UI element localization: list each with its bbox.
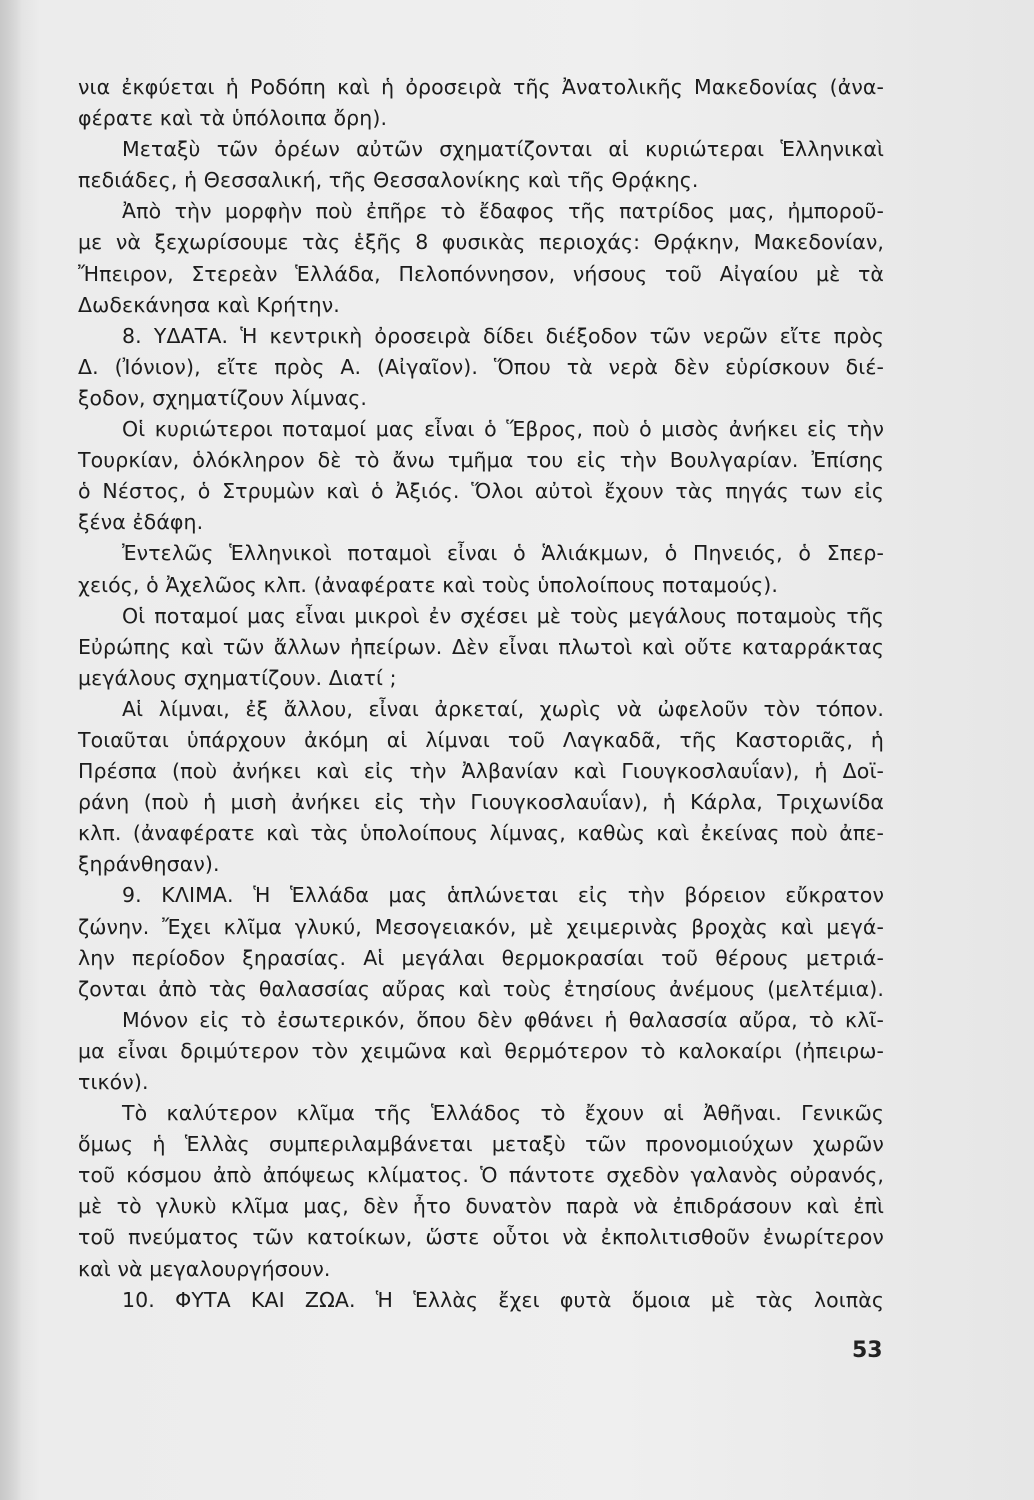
text-line: κλπ. (ἀναφέρατε καὶ τὰς ὑπολοίπους λίμνας, καθὼς καὶ ἐκείνας ποὺ ἀπε-: [78, 821, 884, 846]
text-line: λην περίοδον ξηρασίας. Αἱ μεγάλαι θερμοκρασίαι τοῦ θέρους μετριά-: [78, 945, 884, 970]
text-line: Ἀπὸ τὴν μορφὴν ποὺ ἐπῆρε τὸ ἔδαφος τῆς πατρίδος μας, ἠμποροῦ-: [122, 199, 884, 224]
text-line: Τὸ καλύτερον κλῖμα τῆς Ἑλλάδος τὸ ἔχουν αἱ Ἀθῆναι. Γενικῶς: [122, 1101, 884, 1126]
text-line: ξηράνθησαν).: [78, 852, 220, 877]
text-line: μα εἶναι δριμύτερον τὸν χειμῶνα καὶ θερμότερον τὸ καλοκαίρι (ἠπειρω-: [78, 1038, 884, 1063]
text-line: μὲ τὸ γλυκὺ κλῖμα μας, δὲν ἦτο δυνατὸν παρὰ νὰ ἐπιδράσουν καὶ ἐπὶ: [78, 1194, 884, 1219]
text-line: ὁ Νέστος, ὁ Στρυμὼν καὶ ὁ Ἀξιός. Ὅλοι αὐτοὶ ἔχουν τὰς πηγάς των εἰς: [78, 479, 884, 504]
section-heading-line: 10. ΦΥΤΑ ΚΑΙ ΖΩΑ. Ἡ Ἑλλὰς ἔχει φυτὰ ὅμοια μὲ τὰς λοιπὰς: [122, 1287, 884, 1312]
text-line: ράνη (ποὺ ἡ μισὴ ἀνήκει εἰς τὴν Γιουγκοσλαυΐαν), ἡ Κάρλα, Τριχωνίδα: [78, 790, 884, 815]
section-heading-line: 9. ΚΛΙΜΑ. Ἡ Ἑλλάδα μας ἁπλώνεται εἰς τὴν βόρειον εὔκρατον: [122, 883, 884, 908]
text-line: Αἱ λίμναι, ἐξ ἄλλου, εἶναι ἀρκεταί, χωρὶς νὰ ὠφελοῦν τὸν τόπον.: [122, 696, 884, 721]
text-line: τικόν).: [78, 1070, 149, 1094]
text-line: πεδιάδες, ἡ Θεσσαλική, τῆς Θεσσαλονίκης καὶ τῆς Θρᾴκης.: [78, 168, 699, 193]
text-line: Δ. (Ἰόνιον), εἴτε πρὸς Α. (Αἰγαῖον). Ὅπου τὰ νερὰ δὲν εὑρίσκουν διέ-: [78, 354, 884, 379]
text-line: Μεταξὺ τῶν ὀρέων αὐτῶν σχηματίζονται αἱ κυριώτεραι Ἑλληνικαὶ: [122, 137, 884, 162]
text-line: χειός, ὁ Ἀχελῶος κλπ. (ἀναφέρατε καὶ τοὺς ὑπολοίπους ποταμούς).: [78, 572, 779, 597]
spine-shadow: [0, 0, 22, 1500]
text-line: Τοιαῦται ὑπάρχουν ἀκόμη αἱ λίμναι τοῦ Λαγκαδᾶ, τῆς Καστοριᾶς, ἡ: [78, 727, 884, 752]
text-line: Οἱ κυριώτεροι ποταμοί μας εἶναι ὁ Ἕβρος, ποὺ ὁ μισὸς ἀνήκει εἰς τὴν: [122, 417, 884, 442]
text-line: φέρατε καὶ τὰ ὑπόλοιπα ὄρη).: [78, 106, 388, 131]
text-line: Εὐρώπης καὶ τῶν ἄλλων ἠπείρων. Δὲν εἶναι πλωτοὶ καὶ οὔτε καταρράκτας: [78, 634, 884, 659]
text-line: Ἐντελῶς Ἑλληνικοὶ ποταμοὶ εἶναι ὁ Ἁλιάκμων, ὁ Πηνειός, ὁ Σπερ-: [122, 541, 884, 566]
text-line: με νὰ ξεχωρίσουμε τὰς ἑξῆς 8 φυσικὰς περιοχάς: Θρᾴκην, Μακεδονίαν,: [78, 230, 884, 255]
text-line: ζώνην. Ἔχει κλῖμα γλυκύ, Μεσογειακόν, μὲ χειμερινὰς βροχὰς καὶ μεγά-: [78, 914, 884, 939]
text-line: μεγάλους σχηματίζουν. Διατί ;: [78, 665, 397, 690]
text-line: ξένα ἐδάφη.: [78, 510, 204, 535]
page-number: 53: [852, 1338, 883, 1363]
section-heading-line: 8. ΥΔΑΤΑ. Ἡ κεντρικὴ ὀροσειρὰ δίδει διέξοδον τῶν νερῶν εἴτε πρὸς: [122, 323, 884, 348]
text-line: τοῦ πνεύματος τῶν κατοίκων, ὥστε οὗτοι νὰ ἐκπολιτισθοῦν ἐνωρίτερον: [78, 1225, 884, 1250]
text-line: ξοδον, σχηματίζουν λίμνας.: [78, 385, 367, 410]
text-line: καὶ νὰ μεγαλουργήσουν.: [78, 1256, 331, 1281]
text-line: Ἤπειρον, Στερεὰν Ἑλλάδα, Πελοπόννησον, νήσους τοῦ Αἰγαίου μὲ τὰ: [78, 261, 884, 286]
text-line: Πρέσπα (ποὺ ἀνήκει καὶ εἰς τὴν Ἀλβανίαν καὶ Γιουγκοσλαυΐαν), ἡ Δοϊ-: [78, 759, 884, 784]
text-line: Οἱ ποταμοί μας εἶναι μικροὶ ἐν σχέσει μὲ τοὺς μεγάλους ποταμοὺς τῆς: [122, 603, 884, 628]
text-line: ὅμως ἡ Ἑλλὰς συμπεριλαμβάνεται μεταξὺ τῶν προνομιούχων χωρῶν: [78, 1132, 884, 1157]
text-line: Μόνον εἰς τὸ ἐσωτερικόν, ὅπου δὲν φθάνει ἡ θαλασσία αὔρα, τὸ κλῖ-: [122, 1007, 884, 1032]
text-line: τοῦ κόσμου ἀπὸ ἀπόψεως κλίματος. Ὁ πάντοτε σχεδὸν γαλανὸς οὐρανός,: [78, 1163, 884, 1188]
body-text: [78, 72, 884, 1316]
text-line: νια ἐκφύεται ἡ Ροδόπη καὶ ἡ ὀροσειρὰ τῆς Ἀνατολικῆς Μακεδονίας (ἀνα-: [78, 75, 884, 99]
text-line: Τουρκίαν, ὁλόκληρον δὲ τὸ ἄνω τμῆμα του εἰς τὴν Βουλγαρίαν. Ἐπίσης: [78, 448, 884, 473]
text-line: Δωδεκάνησα καὶ Κρήτην.: [78, 292, 340, 317]
text-line: ζονται ἀπὸ τὰς θαλασσίας αὔρας καὶ τοὺς ἐτησίους ἀνέμους (μελτέμια).: [78, 976, 884, 1001]
